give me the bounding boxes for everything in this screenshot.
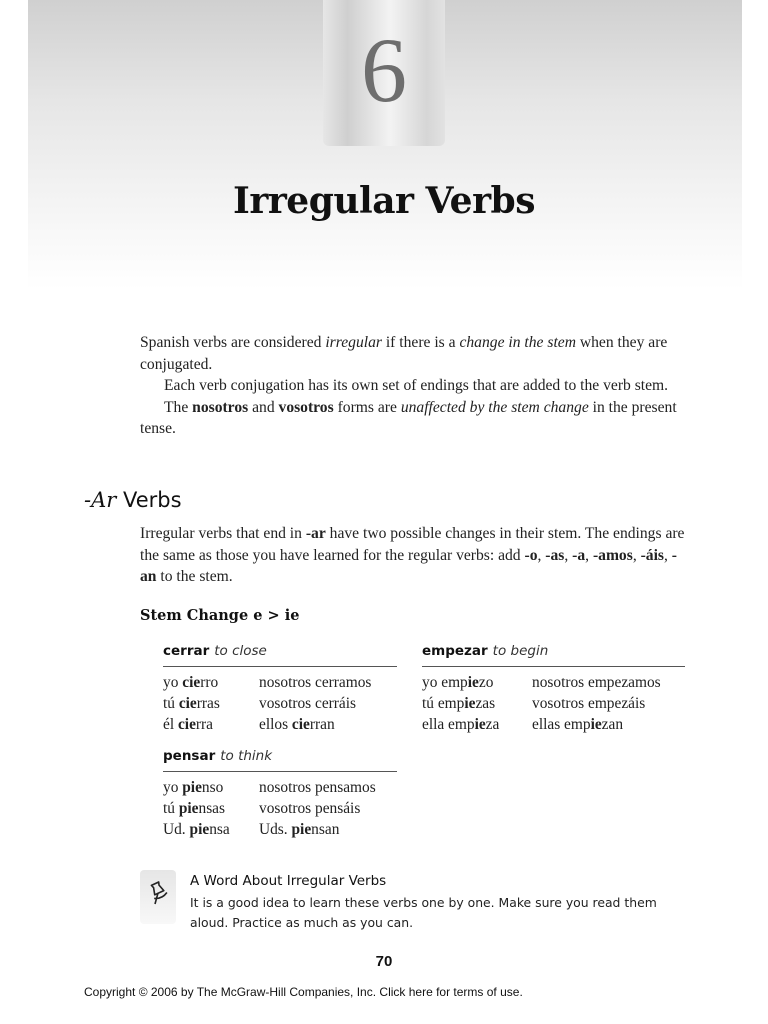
conjugation-row: tú empiezas vosotros empezáis (422, 695, 646, 712)
ar-verbs-paragraph: Irregular verbs that end in -ar have two possible changes in their stem. The endings are the same as those you have learned for the regular verbs: add -o, -as, -a, -amos, -áis, -an to the stem. (140, 525, 685, 585)
page-number: 70 (375, 953, 393, 970)
chapter-tab (323, 0, 445, 146)
conjugation-row: tú piensas vosotros pensáis (163, 800, 361, 817)
chapter-title: Irregular Verbs (233, 180, 535, 222)
intro-paragraph-3: The nosotros and vosotros forms are unaffected by the stem change in the present tense. (140, 398, 677, 437)
conjugation-table-header: pensar to think (163, 746, 397, 772)
tip-title: A Word About Irregular Verbs (190, 873, 387, 889)
conjugation-row: él cierra ellos cierran (163, 716, 335, 733)
copyright-notice: Copyright © 2006 by The McGraw-Hill Companies, Inc. Click here for terms of use. (84, 985, 523, 999)
conjugation-row: yo pienso nosotros pensamos (163, 779, 376, 796)
section-heading: -Ar Verbs (84, 488, 182, 512)
conjugation-table-header: cerrar to close (163, 641, 397, 667)
conjugation-row: tú cierras vosotros cerráis (163, 695, 357, 712)
intro-text (140, 332, 688, 440)
conjugation-row: Ud. piensa Uds. piensan (163, 821, 340, 838)
conjugation-table-cerrar (163, 641, 397, 735)
conjugation-table-pensar (163, 746, 397, 840)
conjugation-row: ella empieza ellas empiezan (422, 716, 624, 733)
intro-paragraph-2: Each verb conjugation has its own set of endings that are added to the verb stem. (164, 377, 669, 394)
conjugation-table-empezar (422, 641, 685, 735)
pushpin-icon (140, 870, 176, 924)
conjugation-table-header: empezar to begin (422, 641, 685, 667)
tip-body: It is a good idea to learn these verbs one by one. Make sure you read them aloud. Practice as much as you can. (190, 895, 657, 930)
chapter-number: 6 (361, 19, 407, 121)
conjugation-row: yo cierro nosotros cerramos (163, 674, 372, 691)
stem-change-heading: Stem Change e > ie (140, 607, 300, 624)
conjugation-row: yo empiezo nosotros empezamos (422, 674, 661, 691)
terms-of-use-link[interactable]: Click here for terms of use. (379, 985, 523, 999)
intro-paragraph-1: Spanish verbs are considered irregular if there is a change in the stem when they are conjugated. (140, 334, 668, 373)
